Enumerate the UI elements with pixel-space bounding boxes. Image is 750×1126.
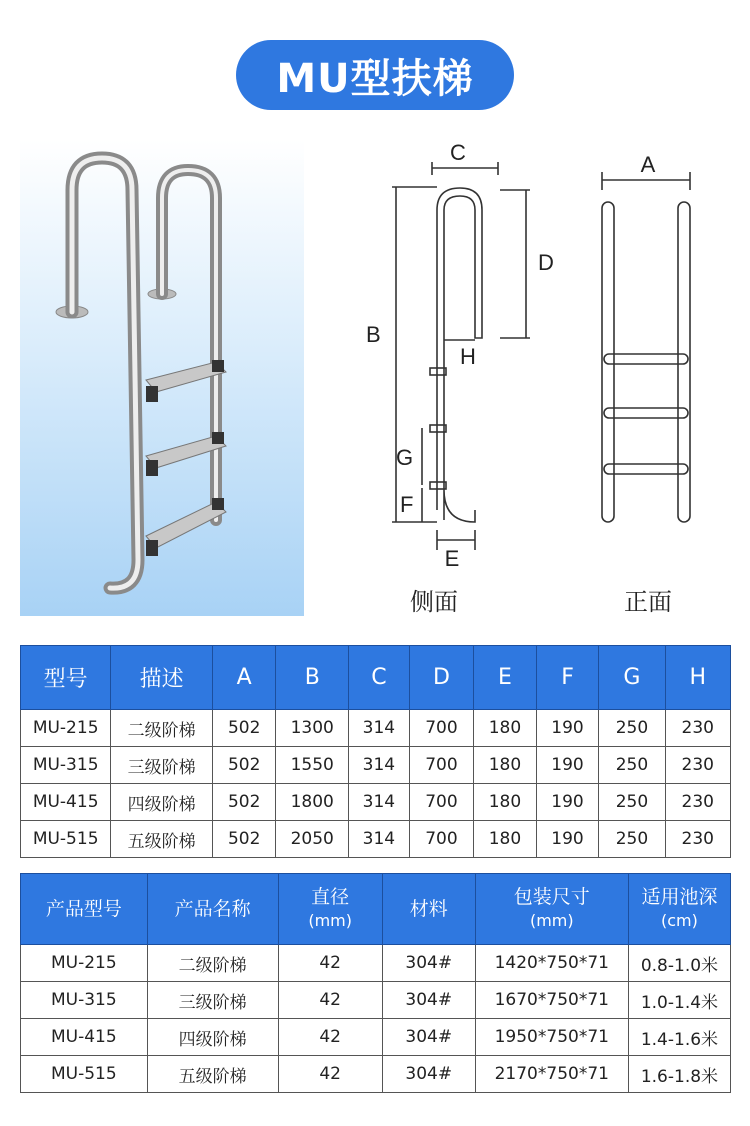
cell: 502 <box>212 710 275 747</box>
spec-header: E <box>474 646 537 710</box>
label-b: B <box>366 322 381 347</box>
cell: 190 <box>536 821 599 858</box>
cell: 42 <box>278 945 382 982</box>
cell: 42 <box>278 1056 382 1093</box>
cell: 250 <box>599 710 665 747</box>
product-header: 产品型号 <box>21 874 148 945</box>
cell: 1420*750*71 <box>475 945 628 982</box>
cell: 180 <box>474 747 537 784</box>
cell: 250 <box>599 821 665 858</box>
cell: MU-415 <box>21 1019 148 1056</box>
cell: 2170*750*71 <box>475 1056 628 1093</box>
cell: 314 <box>349 784 410 821</box>
cell: MU-515 <box>21 1056 148 1093</box>
cell: 502 <box>212 784 275 821</box>
cell: 三级阶梯 <box>111 747 213 784</box>
cell: 1.0-1.4米 <box>628 982 730 1019</box>
spec-header: H <box>665 646 730 710</box>
table-row <box>21 1056 731 1093</box>
dimension-diagrams <box>330 130 750 630</box>
cell: MU-215 <box>21 945 148 982</box>
cell: MU-315 <box>21 747 111 784</box>
table-row <box>21 747 731 784</box>
spec-header: B <box>276 646 349 710</box>
cell: 2050 <box>276 821 349 858</box>
product-header: 适用池深 (cm) <box>628 874 730 945</box>
spec-header: D <box>409 646 473 710</box>
cell: MU-415 <box>21 784 111 821</box>
cell: 180 <box>474 710 537 747</box>
cell: 1.6-1.8米 <box>628 1056 730 1093</box>
label-a: A <box>640 152 656 177</box>
label-h: H <box>460 344 476 369</box>
table-row <box>21 982 731 1019</box>
spec-header: 描述 <box>111 646 213 710</box>
cell: 502 <box>212 821 275 858</box>
cell: 304# <box>382 982 475 1019</box>
label-g: G <box>396 445 414 470</box>
spec-header: F <box>536 646 599 710</box>
cell: 700 <box>409 747 473 784</box>
table-row <box>21 821 731 858</box>
label-d: D <box>538 250 554 275</box>
cell: 二级阶梯 <box>111 710 213 747</box>
cell: 1550 <box>276 747 349 784</box>
cell: 1.4-1.6米 <box>628 1019 730 1056</box>
cell: 0.8-1.0米 <box>628 945 730 982</box>
label-e: E <box>444 546 460 571</box>
cell: 1670*750*71 <box>475 982 628 1019</box>
product-header: 材料 <box>382 874 475 945</box>
cell: 1800 <box>276 784 349 821</box>
cell: 四级阶梯 <box>111 784 213 821</box>
cell: 314 <box>349 747 410 784</box>
cell: 250 <box>599 784 665 821</box>
cell: 502 <box>212 747 275 784</box>
cell: 304# <box>382 1056 475 1093</box>
table-row <box>21 1019 731 1056</box>
cell: 304# <box>382 1019 475 1056</box>
cell: 230 <box>665 821 730 858</box>
spec-header: G <box>599 646 665 710</box>
table-row <box>21 784 731 821</box>
product-header: 包装尺寸 (mm) <box>475 874 628 945</box>
side-caption: 侧面 <box>410 589 458 616</box>
cell: 1300 <box>276 710 349 747</box>
cell: 42 <box>278 1019 382 1056</box>
spec-header-row <box>21 646 731 710</box>
cell: 314 <box>349 710 410 747</box>
spec-table <box>20 645 731 858</box>
cell: 314 <box>349 821 410 858</box>
cell: 304# <box>382 945 475 982</box>
cell: 230 <box>665 710 730 747</box>
cell: 700 <box>409 821 473 858</box>
product-header: 直径 (mm) <box>278 874 382 945</box>
cell: 四级阶梯 <box>147 1019 278 1056</box>
cell: 42 <box>278 982 382 1019</box>
cell: 180 <box>474 784 537 821</box>
cell: 五级阶梯 <box>111 821 213 858</box>
cell: 230 <box>665 784 730 821</box>
table-row <box>21 710 731 747</box>
cell: 190 <box>536 784 599 821</box>
cell: 1950*750*71 <box>475 1019 628 1056</box>
cell: 180 <box>474 821 537 858</box>
table-row <box>21 945 731 982</box>
cell: 二级阶梯 <box>147 945 278 982</box>
cell: 190 <box>536 747 599 784</box>
product-header-row <box>21 874 731 945</box>
cell: 700 <box>409 784 473 821</box>
cell: 700 <box>409 710 473 747</box>
cell: 230 <box>665 747 730 784</box>
cell: MU-215 <box>21 710 111 747</box>
cell: MU-315 <box>21 982 148 1019</box>
product-table <box>20 873 731 1093</box>
page-title: MU型扶梯 <box>236 40 514 110</box>
spec-header: C <box>349 646 410 710</box>
cell: 五级阶梯 <box>147 1056 278 1093</box>
label-c: C <box>450 140 466 165</box>
ladder-photo <box>20 140 304 616</box>
front-caption: 正面 <box>624 589 672 616</box>
cell: 190 <box>536 710 599 747</box>
cell: 三级阶梯 <box>147 982 278 1019</box>
product-header: 产品名称 <box>147 874 278 945</box>
cell: 250 <box>599 747 665 784</box>
spec-header: A <box>212 646 275 710</box>
label-f: F <box>400 492 414 517</box>
spec-header: 型号 <box>21 646 111 710</box>
cell: MU-515 <box>21 821 111 858</box>
